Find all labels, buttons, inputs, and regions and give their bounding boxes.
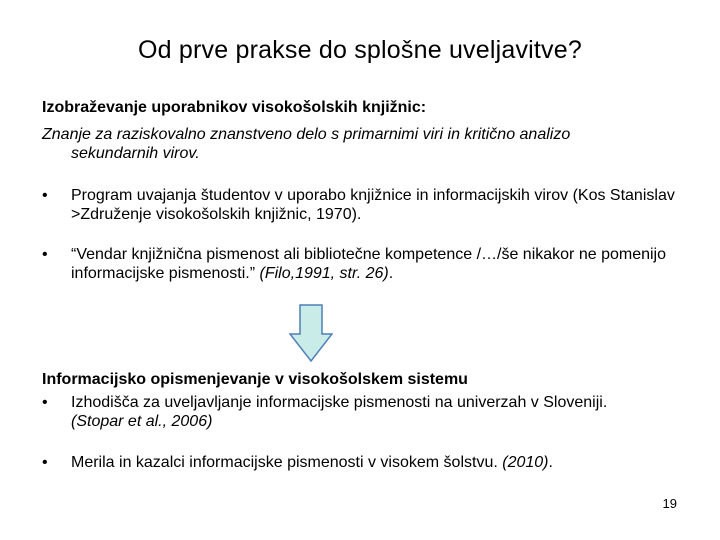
bullet-text [71,453,692,472]
bullet-item-merila [42,453,692,472]
bullet-end: . [548,454,553,471]
intro-line-1: Znanje za raziskovalno znanstveno delo s primarnimi viri in kritično analizo [42,126,571,143]
intro-line-2: sekundarnih virov. [71,145,200,162]
bullet-main-text: Izhodišča za uveljavljanje informacijske pismenosti na univerzah v Sloveniji. [71,394,608,411]
bullet-citation: (2010) [502,454,549,471]
quote-end: . [388,265,394,282]
intro-paragraph [42,125,692,163]
bullet-text [71,393,692,431]
down-arrow-icon [289,304,333,362]
bullet-symbol: • [42,394,48,411]
bullet-main-text: Merila in kazalci informacijske pismenosti v visokem šolstvu. [71,454,498,471]
bullet-text [71,245,692,283]
section-heading-user-education: Izobraževanje uporabnikov visokošolskih knjižnic: [42,99,427,116]
section-heading-info-literacy: Informacijsko opismenjevanje v visokošolskem sistemu [42,371,468,388]
quote-text: “Vendar knjižnična pismenost ali bibliotečne kompetence /…/še nikakor ne pomenijo informacijske pismenosti.” [71,246,666,282]
bullet-symbol: • [42,454,48,471]
page-number: 19 [662,496,677,511]
bullet-symbol: • [42,246,48,263]
bullet-item-izhodisca [42,393,692,431]
bullet-symbol: • [42,187,48,204]
bullet-item-quote [42,245,692,283]
bullet-text: Program uvajanja študentov v uporabo knjižnice in informacijskih virov (Kos Stanislav >Združenje visokošolskih knjižnic, 1970). [71,187,675,223]
quote-citation: (Filo,1991, str. 26) [259,265,389,282]
bullet-item-program [42,186,692,224]
bullet-citation: (Stopar et al., 2006) [71,413,213,430]
slide-title: Od prve prakse do splošne uveljavitve? [138,36,582,64]
